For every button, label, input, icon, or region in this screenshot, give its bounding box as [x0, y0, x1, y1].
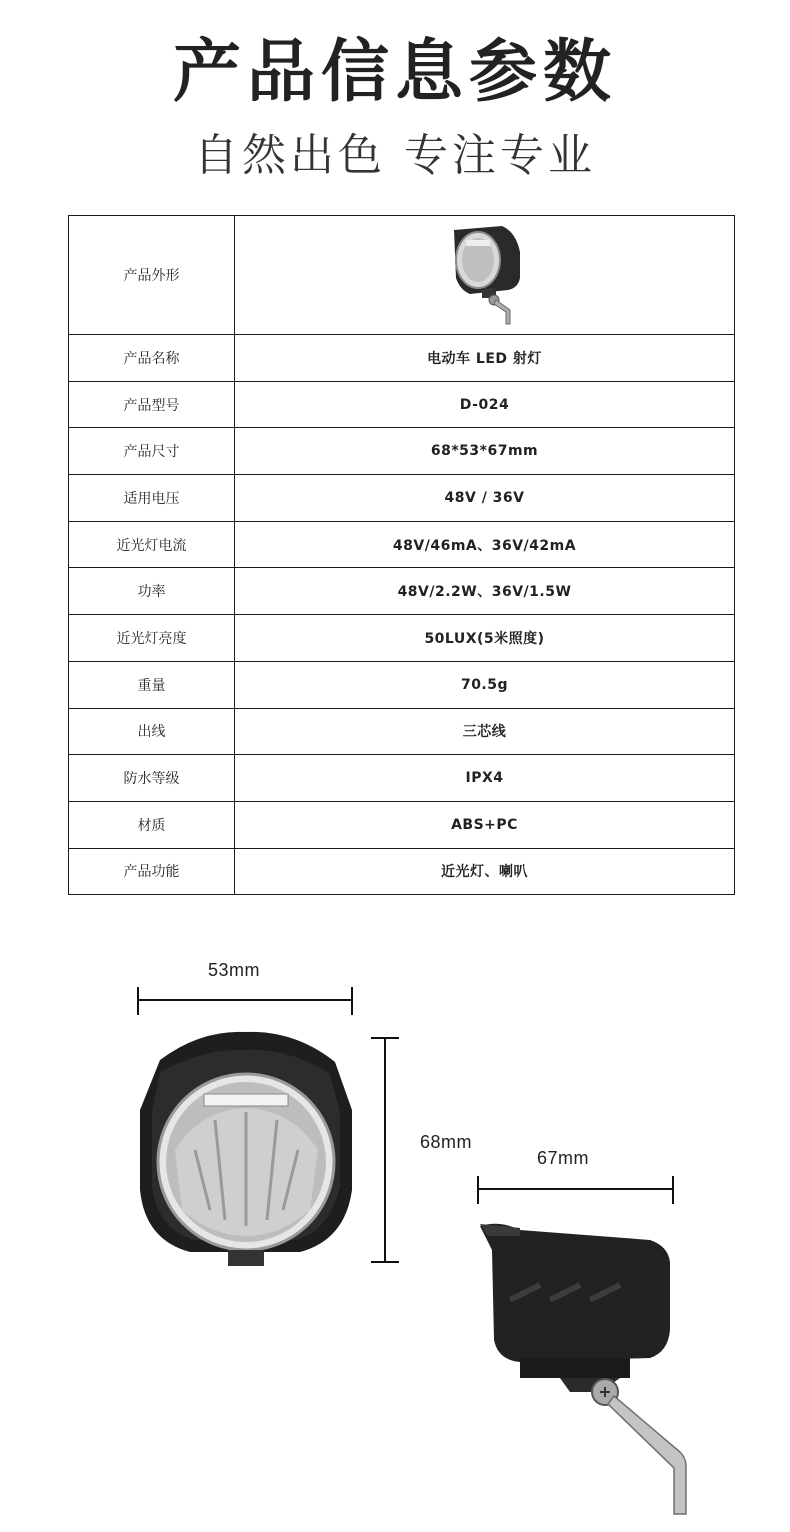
width-dimension-label: 53mm — [208, 960, 261, 980]
row-value: ABS+PC — [235, 801, 735, 848]
row-label: 产品尺寸 — [69, 428, 235, 475]
row-label: 产品外形 — [69, 216, 235, 335]
height-dimension-line — [371, 1038, 399, 1262]
row-value: 70.5g — [235, 661, 735, 708]
row-value: D-024 — [235, 381, 735, 428]
row-label: 重量 — [69, 661, 235, 708]
row-value: 电动车 LED 射灯 — [235, 335, 735, 382]
row-value: 近光灯、喇叭 — [235, 848, 735, 895]
row-label: 出线 — [69, 708, 235, 755]
row-value: IPX4 — [235, 755, 735, 802]
row-value: 48V/2.2W、36V/1.5W — [235, 568, 735, 615]
row-label: 产品名称 — [69, 335, 235, 382]
row-label: 近光灯电流 — [69, 521, 235, 568]
side-view-image — [480, 1224, 686, 1514]
row-value: 三芯线 — [235, 708, 735, 755]
row-value: 48V/46mA、36V/42mA — [235, 521, 735, 568]
row-label: 适用电压 — [69, 475, 235, 522]
front-view-image — [140, 1032, 352, 1266]
row-label: 防水等级 — [69, 755, 235, 802]
row-value: 48V / 36V — [235, 475, 735, 522]
row-label: 产品功能 — [69, 848, 235, 895]
row-value: 68*53*67mm — [235, 428, 735, 475]
depth-dimension-label: 67mm — [537, 1148, 590, 1168]
page-subtitle: 自然出色 专注专业 — [194, 130, 596, 181]
width-dimension-line — [138, 987, 352, 1015]
row-label: 近光灯亮度 — [69, 615, 235, 662]
page-title: 产品信息参数 — [172, 33, 617, 112]
depth-dimension-line — [478, 1176, 673, 1204]
height-dimension-label: 68mm — [420, 1132, 473, 1152]
row-label: 材质 — [69, 801, 235, 848]
row-label: 产品型号 — [69, 381, 235, 428]
row-label: 功率 — [69, 568, 235, 615]
row-value: 50LUX(5米照度) — [235, 615, 735, 662]
